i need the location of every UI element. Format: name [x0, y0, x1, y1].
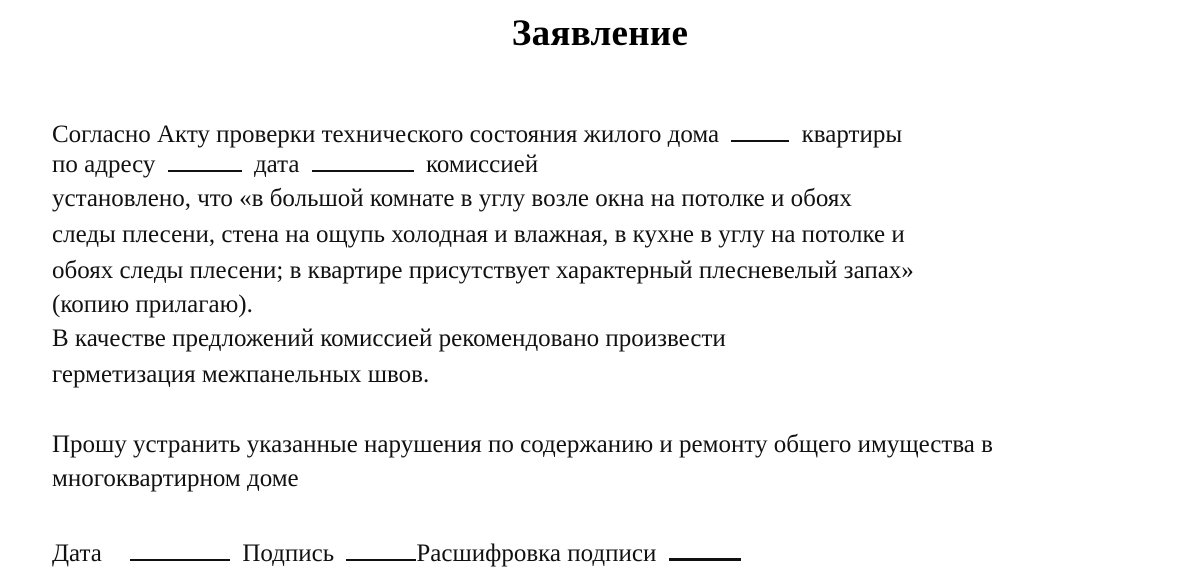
text-date-label: дата	[253, 151, 300, 178]
paragraph-1-line-4: следы плесени, стена на ощупь холодная и влажная, в кухне в углу на потолке и	[52, 221, 905, 248]
paragraph-1-line-1	[52, 118, 902, 150]
inspection-date-blank[interactable]	[312, 148, 414, 172]
paragraph-1-line-7: В качестве предложений комиссией рекомендовано произвести	[52, 325, 726, 352]
paragraph-1-line-2	[52, 148, 538, 180]
signature-row	[52, 536, 747, 569]
house-number-blank[interactable]	[731, 118, 789, 142]
signature-label: Подпись	[242, 540, 335, 567]
text-apartments: квартиры	[801, 121, 903, 148]
paragraph-1-line-6: (копию прилагаю).	[52, 291, 253, 318]
signature-decryption-label: Расшифровка подписи	[416, 540, 657, 567]
document-title: Заявление	[511, 13, 689, 54]
signature-decryption-blank[interactable]	[669, 536, 741, 561]
signature-blank[interactable]	[346, 537, 416, 561]
paragraph-2-line-2: многоквартирном доме	[52, 465, 299, 492]
paragraph-1-line-8: герметизация межпанельных швов.	[52, 361, 430, 388]
sign-date-label: Дата	[52, 540, 102, 567]
paragraph-1-line-5: обоях следы плесени; в квартире присутствует характерный плесневелый запах»	[52, 257, 914, 284]
paragraph-1-line-3: установлено, что «в большой комнате в углу возле окна на потолке и обоях	[52, 185, 852, 212]
sign-date-blank[interactable]	[130, 537, 230, 561]
text-commission: комиссией	[425, 151, 539, 178]
paragraph-2-line-1: Прошу устранить указанные нарушения по содержанию и ремонту общего имущества в	[52, 431, 993, 458]
text-address-label: по адресу	[52, 151, 156, 178]
text-act-reference: Согласно Акту проверки технического состояния жилого дома	[52, 121, 720, 148]
address-blank[interactable]	[168, 148, 242, 172]
